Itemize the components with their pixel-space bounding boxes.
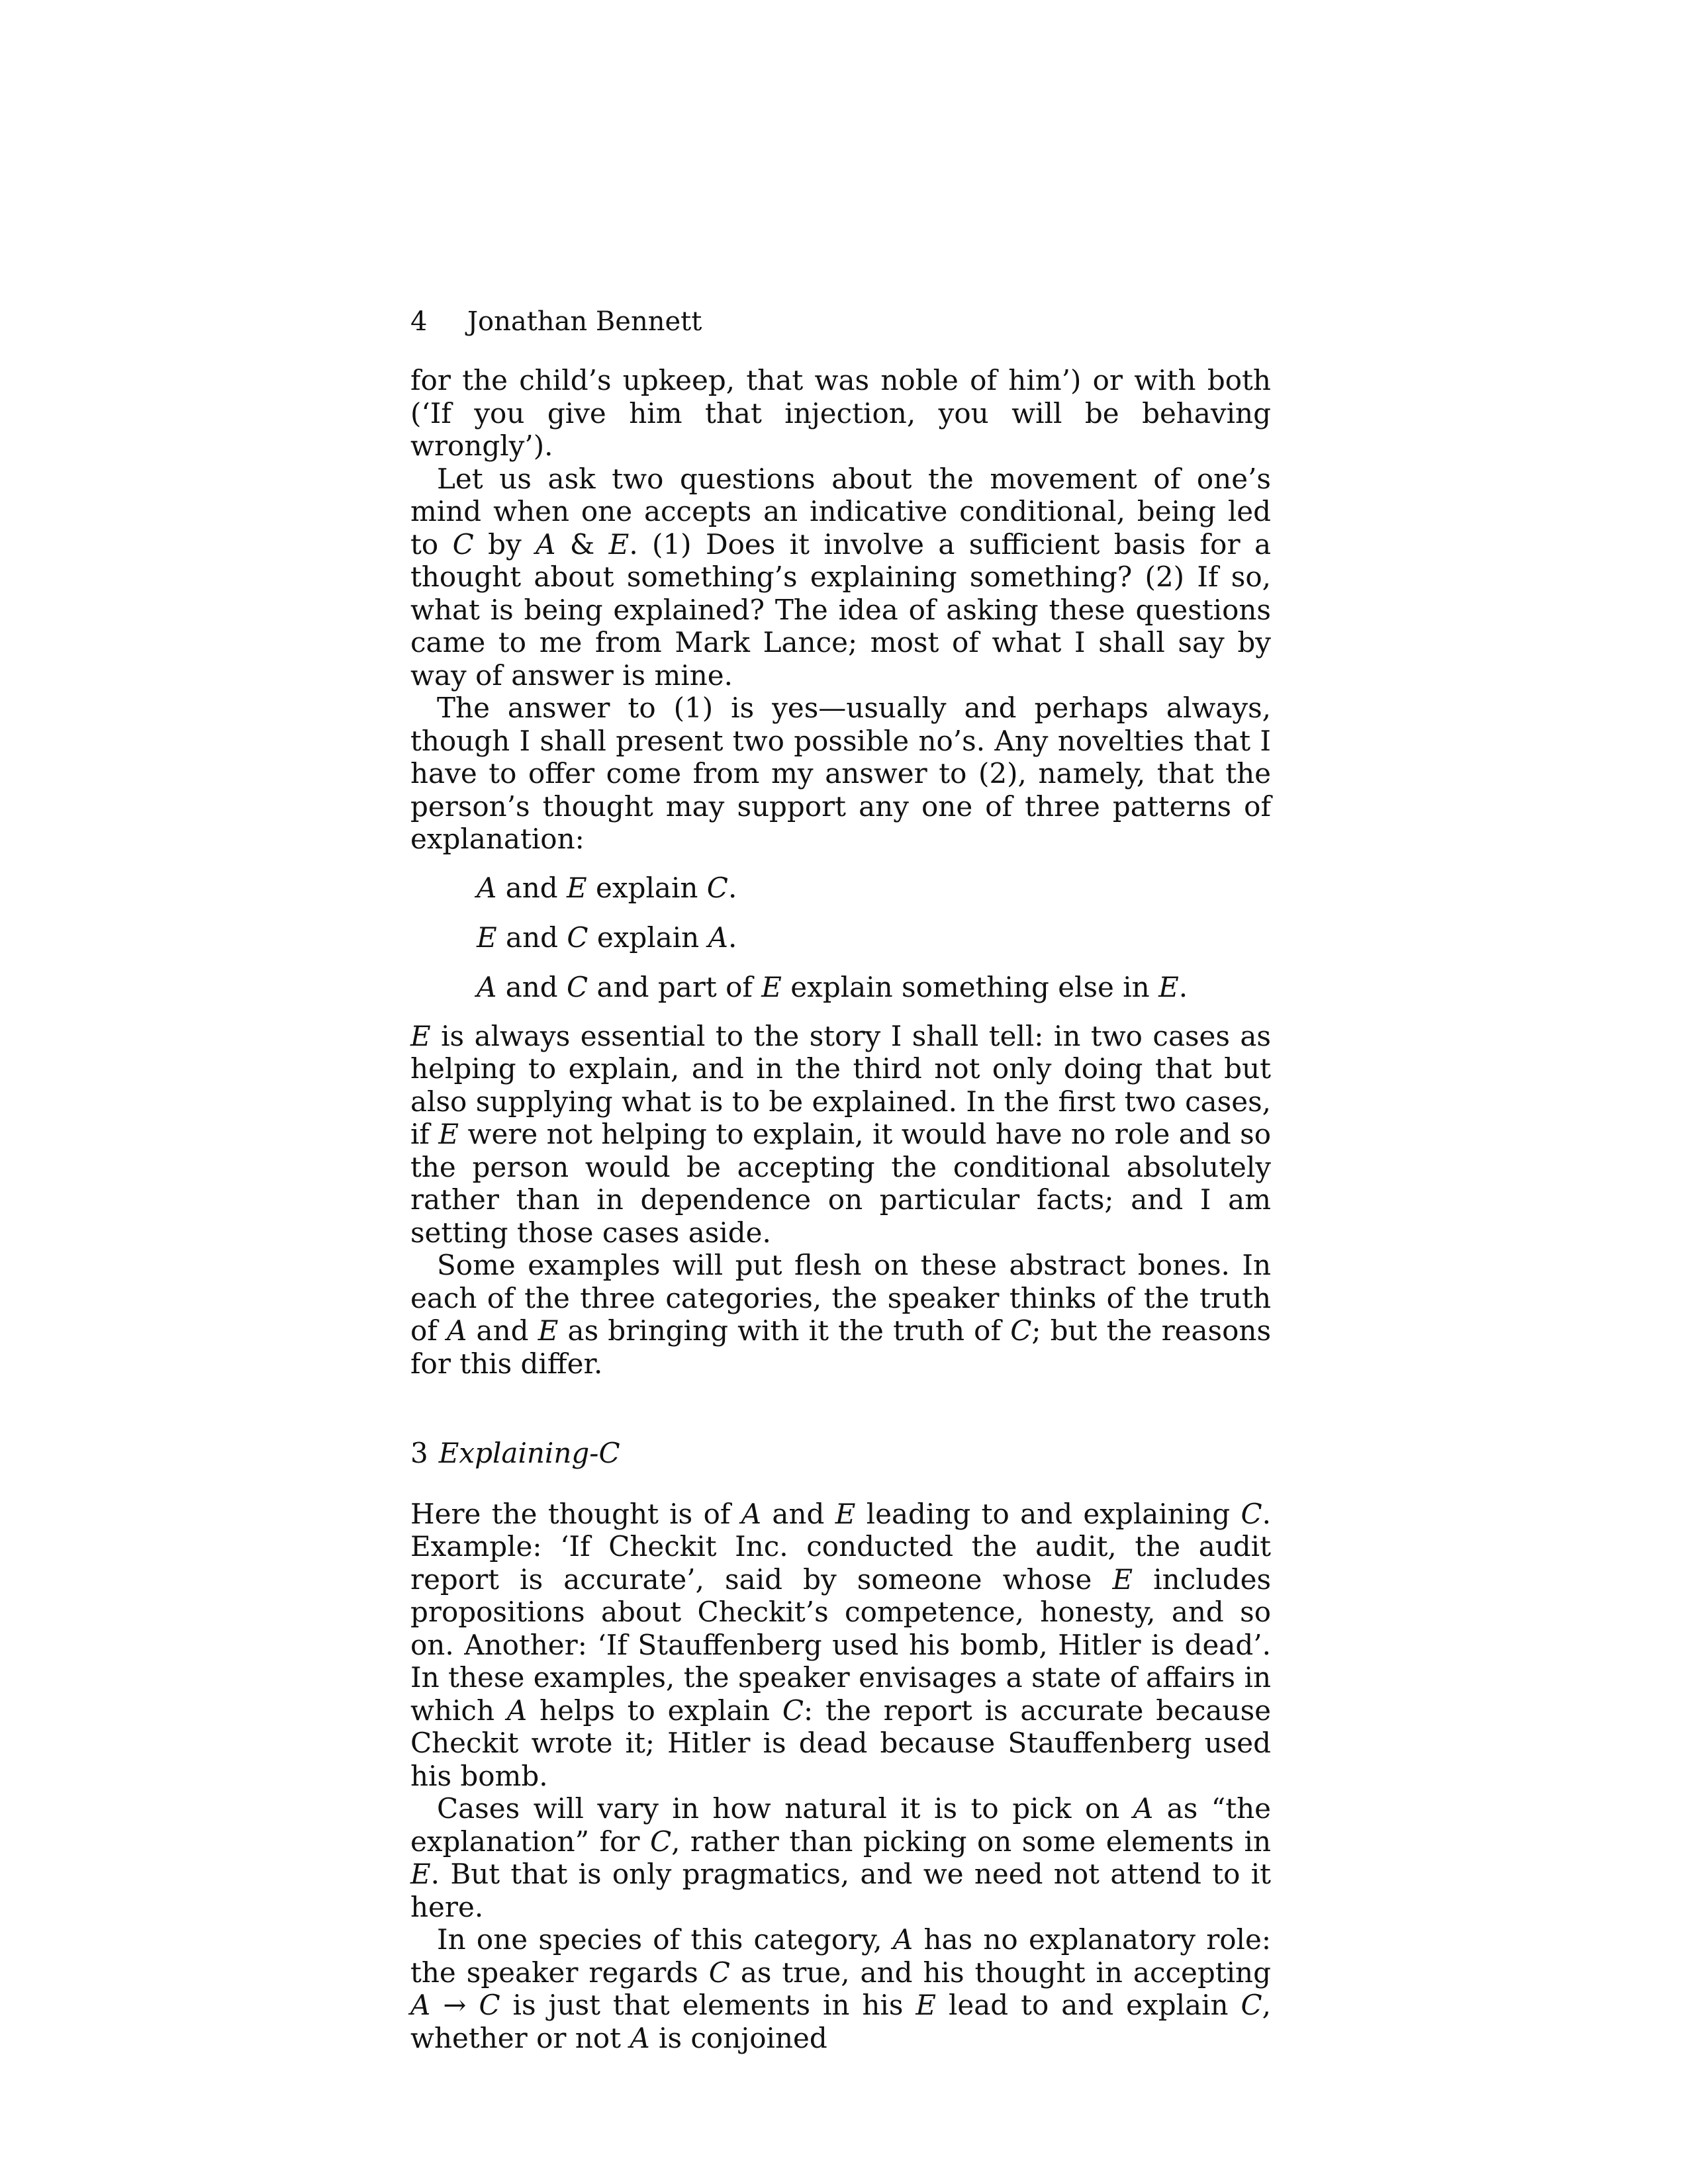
pattern-3: A and C and part of E explain something else in E. xyxy=(477,970,1188,1003)
section-number: 3 xyxy=(410,1437,428,1469)
paragraph-2: Let us ask two questions about the movement of one’s mind when one accepts an indicative conditional, being led to C by A & E. (1) Does it involve a sufficient basis for a thought about something’s explaining something? (2) If so, what is being explained? The idea of asking these questions came to me from Mark Lance; most of what I shall say by way of answer is mine. xyxy=(410,462,1271,692)
section-heading xyxy=(410,1437,1271,1470)
explanation-patterns xyxy=(477,872,1271,1004)
author-name: Jonathan Bennett xyxy=(467,306,702,337)
paragraph-1: for the child’s upkeep, that was noble of him’) or with both (‘If you give him that injection, you will be behaving wrongly’). xyxy=(410,364,1271,462)
page-content xyxy=(410,306,1271,2054)
paragraph-8: In one species of this category, A has no explanatory role: the speaker regards C as true, and his thought in accepting A → C is just that elements in his E lead to and explain C, whether or not A is conjoined xyxy=(410,1923,1271,2054)
paragraph-5: Some examples will put flesh on these abstract bones. In each of the three categories, the speaker thinks of the truth of A and E as bringing with it the truth of C; but the reasons for this differ. xyxy=(410,1249,1272,1380)
page-number: 4 xyxy=(410,306,428,337)
paragraph-6: Here the thought is of A and E leading to and explaining C. Example: ‘If Checkit Inc. conducted the audit, the audit report is accurate’, said by someone whose E includes propositions about Checkit’s competence, honesty, and so on. Another: ‘If Stauffenberg used his bomb, Hitler is dead’. In these examples, the speaker envisages a state of affairs in which A helps to explain C: the report is accurate because Checkit wrote it; Hitler is dead because Stauffenberg used his bomb. xyxy=(410,1497,1271,1792)
running-head xyxy=(410,306,1271,338)
paragraph-7: Cases will vary in how natural it is to pick on A as “the explanation” for C, rather than picking on some elements in E. But that is only pragmatics, and we need not attend to it here. xyxy=(410,1792,1272,1923)
section-title: Explaining-C xyxy=(438,1437,620,1469)
paragraph-3: The answer to (1) is yes—usually and perhaps always, though I shall present two possible no’s. Any novelties that I have to offer come from my answer to (2), namely, that the person’s thought may support any one of three patterns of explanation: xyxy=(410,692,1271,855)
pattern-1: A and E explain C. xyxy=(477,871,737,904)
pattern-2: E and C explain A. xyxy=(477,921,737,954)
paragraph-4: E is always essential to the story I shall tell: in two cases as helping to explain, and in the third not only doing that but also supplying what is to be explained. In the first two cases, if E were not helping to explain, it would have no role and so the person would be accepting the conditional absolutely rather than in dependence on particular facts; and I am setting those cases aside. xyxy=(410,1019,1271,1249)
